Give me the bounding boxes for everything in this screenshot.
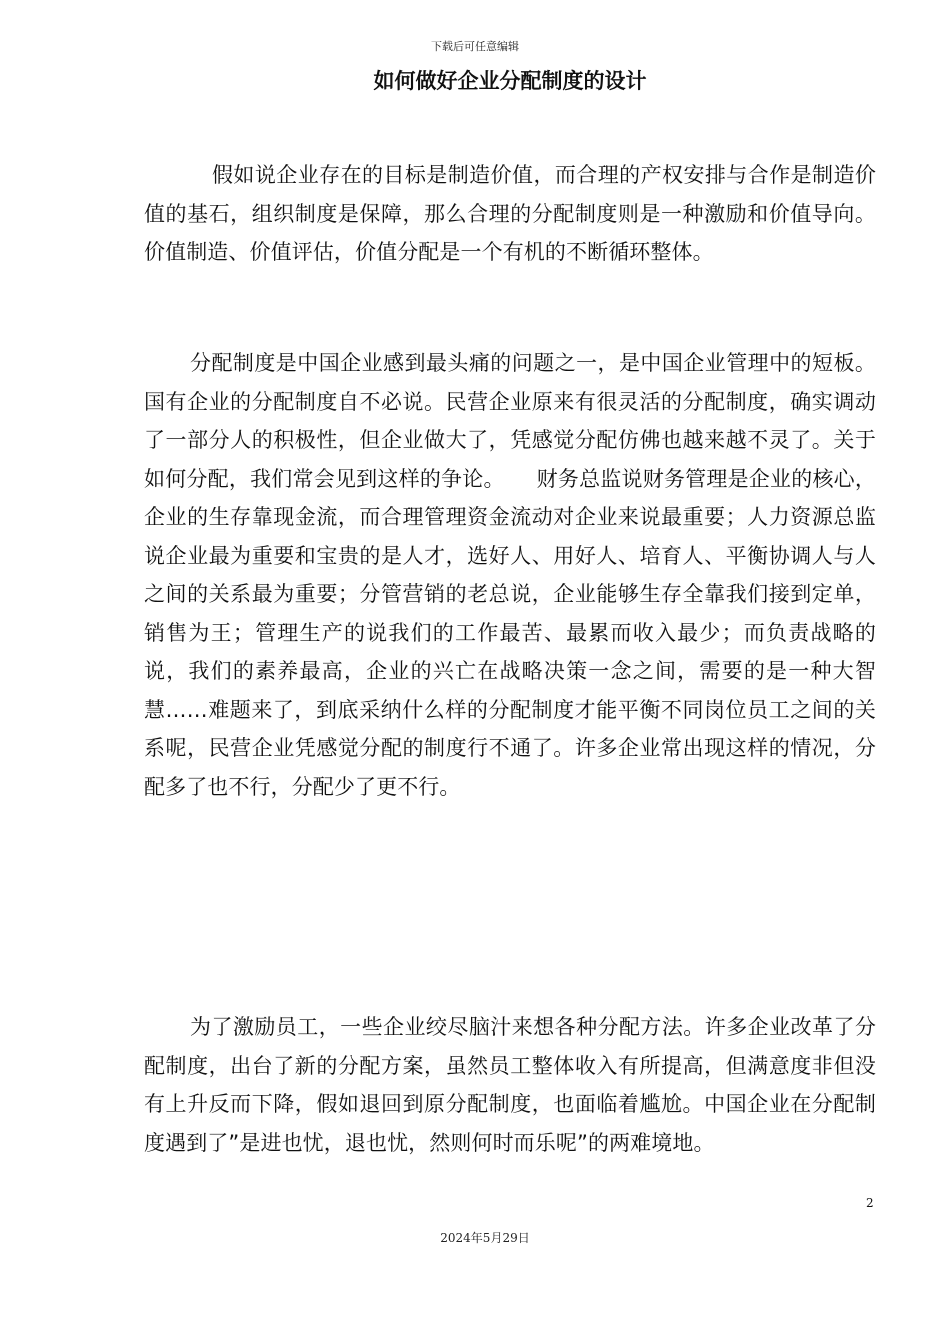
- footer-date: 2024年5月29日: [440, 1231, 530, 1245]
- paragraph-2: 分配制度是中国企业感到最头痛的问题之一，是中国企业管理中的短板。国有企业的分配制度自不必说。民营企业原来有很灵活的分配制度，确实调动了一部分人的积极性，但企业做大了，凭感觉分配仿佛也越来越不灵了。关于如何分配，我们常会见到这样的争论。 财务总监说财务管理是企业的核心，企业的生存靠现金流，而合理管理资金流动对企业来说最重要；人力资源总监说企业最为重要和宝贵的是人才，选好人、用好人、培育人、平衡协调人与人之间的关系最为重要；分管营销的老总说，企业能够生存全靠我们接到定单，销售为王；管理生产的说我们的工作最苦、最累而收入最少；而负责战略的说，我们的素养最高，企业的兴亡在战略决策一念之间，需要的是一种大智慧……难题来了，到底采纳什么样的分配制度才能平衡不同岗位员工之间的关系呢，民营企业凭感觉分配的制度行不通了。许多企业常出现这样的情况，分配多了也不行，分配少了更不行。: [144, 351, 876, 799]
- document-title: 如何做好企业分配制度的设计: [373, 69, 647, 93]
- paragraph-3: 为了激励员工，一些企业绞尽脑汁来想各种分配方法。许多企业改革了分配制度，出台了新的分配方案，虽然员工整体收入有所提高，但满意度非但没有上升反而下降，假如退回到原分配制度，也面临着尴尬。中国企业在分配制度遇到了”是进也忧，退也忧，然则何时而乐呢”的两难境地。: [144, 1015, 876, 1155]
- page-number: 2: [866, 1196, 874, 1210]
- paragraph-1: 假如说企业存在的目标是制造价值，而合理的产权安排与合作是制造价值的基石，组织制度是保障，那么合理的分配制度则是一种激励和价值导向。价值制造、价值评估，价值分配是一个有机的不断循环整体。: [144, 163, 876, 264]
- header-note: 下载后可任意编辑: [431, 40, 519, 53]
